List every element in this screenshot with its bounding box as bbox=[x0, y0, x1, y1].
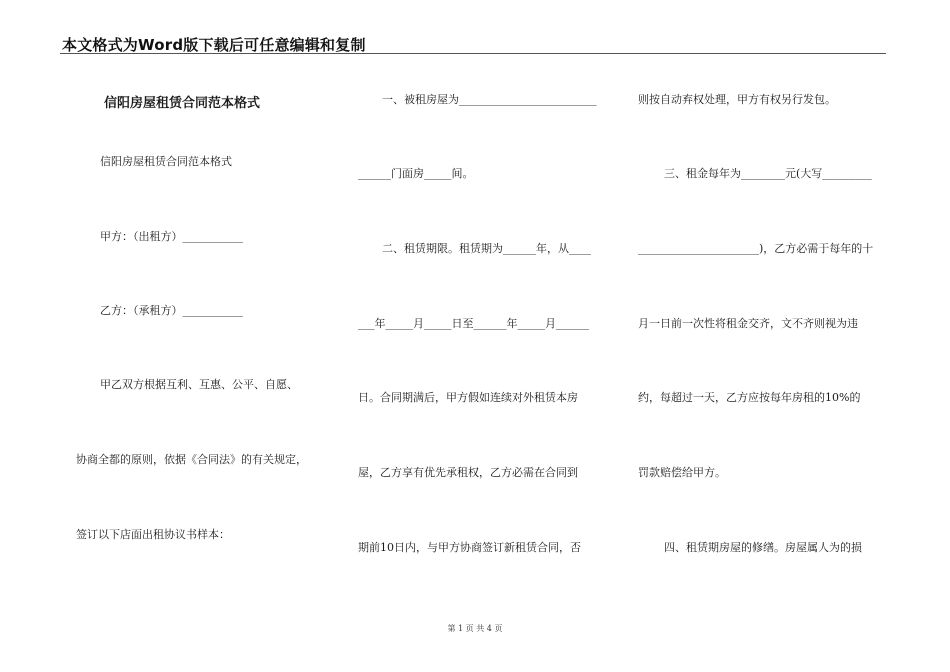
text-line: 信阳房屋租赁合同范本格式 bbox=[100, 155, 232, 168]
text-line: 一、被租房屋为_________________________ bbox=[382, 93, 597, 106]
text-line: 甲方：（出租方）___________ bbox=[100, 230, 243, 243]
text-line: 二、租赁期限。租赁期为______年，从____ bbox=[382, 242, 591, 255]
text-line: 三、租金每年为________元(大写_________ bbox=[664, 167, 872, 180]
top-rule bbox=[60, 53, 886, 54]
text-line: ___年_____月_____日至______年_____月______ bbox=[358, 317, 589, 330]
top-banner: 本文格式为Word版下载后可任意编辑和复制 bbox=[62, 36, 366, 54]
page-number: 第 1 页 共 4 页 bbox=[447, 624, 503, 633]
text-line: 则按自动弃权处理，甲方有权另行发包。 bbox=[638, 93, 836, 106]
text-line: ______门面房_____间。 bbox=[358, 167, 474, 180]
text-line: 协商全都的原则，依据《合同法》的有关规定， bbox=[76, 453, 307, 466]
text-line: 甲乙双方根据互利、互惠、公平、自愿、 bbox=[100, 378, 298, 391]
text-line: ______________________)，乙方必需于每年的十 bbox=[638, 242, 874, 255]
text-line: 乙方：（承租方）___________ bbox=[100, 304, 243, 317]
text-line: 月一日前一次性将租金交齐，文不齐则视为违 bbox=[638, 317, 858, 330]
text-line: 日。合同期满后，甲方假如连续对外租赁本房 bbox=[358, 391, 578, 404]
text-line: 罚款赔偿给甲方。 bbox=[638, 466, 726, 479]
text-line: 屋，乙方享有优先承租权，乙方必需在合同到 bbox=[358, 466, 578, 479]
text-line: 约，每超过一天，乙方应按每年房租的10%的 bbox=[638, 391, 861, 404]
text-line: 签订以下店面出租协议书样本： bbox=[76, 528, 230, 541]
document-title: 信阳房屋租赁合同范本格式 bbox=[104, 96, 261, 111]
text-line: 期前10日内，与甲方协商签订新租赁合同，否 bbox=[358, 541, 581, 554]
text-line: 四、租赁期房屋的修缮。房屋属人为的损 bbox=[664, 541, 862, 554]
